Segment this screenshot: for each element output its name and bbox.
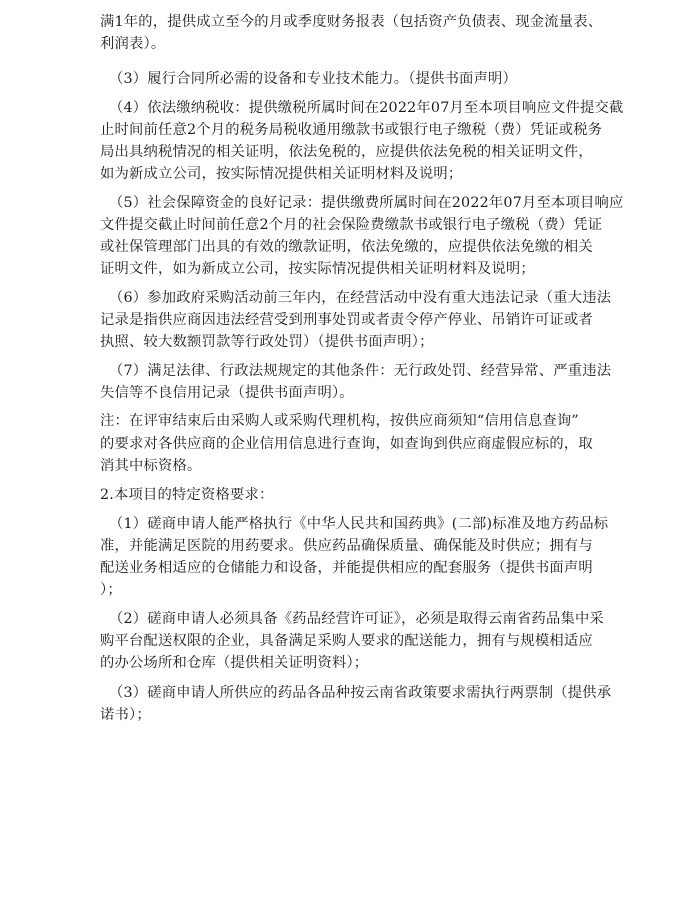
text-line: 证明文件，如为新成立公司，按实际情况提供相关证明材料及说明；: [100, 261, 535, 277]
text-line: （7）满足法律、行政法规规定的其他条件：无行政处罚、经营异常、严重违法: [109, 363, 612, 379]
text-line: （3）磋商申请人所供应的药品各品种按云南省政策要求需执行两票制（提供承: [109, 685, 612, 701]
text-line: 局出具纳税情况的相关证明，依法免税的，应提供依法免税的相关证明文件，: [100, 144, 593, 160]
text-line: （1）磋商申请人能严格执行《中华人民共和国药典》(二部)标准及地方药品标: [109, 516, 609, 532]
text-line: 配送业务相适应的仓储能力和设备，并能提供相应的配套服务（提供书面声明: [100, 560, 593, 576]
text-line: ）；: [100, 582, 122, 598]
text-line: 消其中标资格。: [100, 458, 202, 474]
text-line: 满1年的，提供成立至今的月或季度财务报表（包括资产负债表、现金流量表、: [100, 14, 603, 30]
text-line: （2）磋商申请人必须具备《药品经营许可证》，必须是取得云南省药品集中采: [109, 611, 605, 627]
text-line: （3）履行合同所必需的设备和专业技术能力。（提供书面声明）: [109, 71, 518, 87]
text-line: 的办公场所和仓库（提供相关证明资料）；: [100, 655, 369, 671]
text-line: （6）参加政府采购活动前三年内，在经营活动中没有重大违法记录（重大违法: [109, 290, 612, 306]
text-line: 如为新成立公司，按实际情况提供相关证明材料及说明；: [100, 166, 463, 182]
text-line: 购平台配送权限的企业，具备满足采购人要求的配送能力，拥有与规模相适应: [100, 633, 593, 649]
text-line: 利润表）。: [100, 36, 166, 52]
text-line: 记录是指供应商因违法经营受到刑事处罚或者责令停产停业、吊销许可证或者: [100, 312, 593, 328]
text-line: 失信等不良信用记录（提供书面声明）。: [100, 385, 354, 401]
text-line: 或社保管理部门出具的有效的缴款证明，依法免缴的，应提供依法免缴的相关: [100, 239, 593, 255]
text-line: （5）社会保障资金的良好记录：提供缴费所属时间在2022年07月至本项目响应: [109, 195, 624, 211]
text-line: 准，并能满足医院的用药要求。供应药品确保质量、确保能及时供应；拥有与: [100, 538, 593, 554]
text-line: 2.本项目的特定资格要求：: [100, 487, 274, 503]
text-line: 注：在评审结束后由采购人或采购代理机构，按供应商须知“信用信息查询”: [100, 413, 579, 429]
text-line: 执照、较大数额罚款等行政处罚）（提供书面声明）；: [100, 334, 434, 350]
text-line: （4）依法缴纳税收：提供缴税所属时间在2022年07月至本项目响应文件提交截: [109, 100, 624, 116]
text-line: 止时间前任意2个月的税务局税收通用缴款书或银行电子缴税（费）凭证或税务: [100, 122, 603, 138]
text-line: 诺书）；: [100, 707, 151, 723]
text-line: 文件提交截止时间前任意2个月的社会保险费缴款书或银行电子缴税（费）凭证: [100, 217, 603, 233]
text-line: 的要求对各供应商的企业信用信息进行查询，如查询到供应商虚假应标的，取: [100, 436, 593, 452]
